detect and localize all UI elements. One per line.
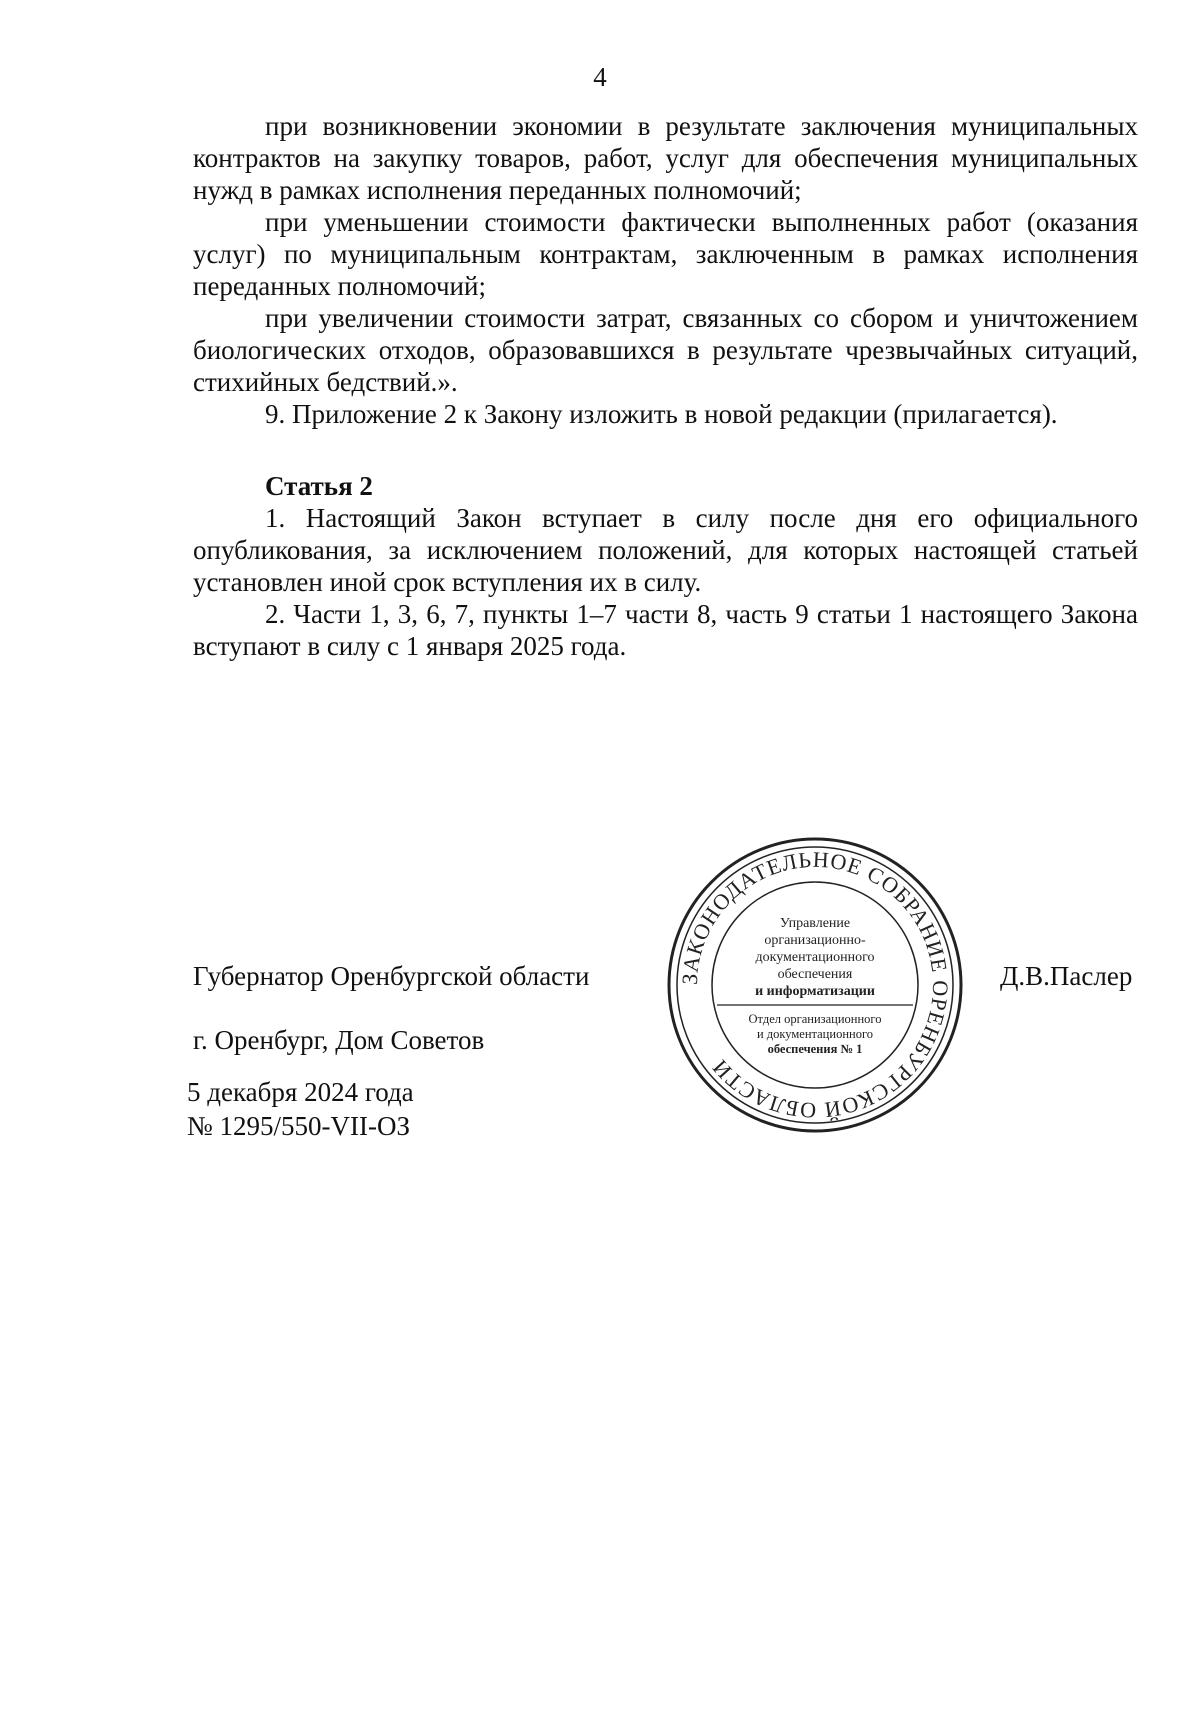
paragraph: при увеличении стоимости затрат, связанных со сбором и уничтожением биологических отходов, образовавшихся в результате чрезвычайных ситуаций, стихийных бедствий.». (193, 303, 1138, 397)
article-text-block (193, 502, 1138, 662)
svg-text:Управление: Управление (779, 916, 851, 931)
stamp-center-text (755, 916, 875, 999)
paragraph: при уменьшении стоимости фактически выполненных работ (оказания услуг) по муниципальным контрактам, заключенным в рамках исполнения переданных полномочий; (193, 207, 1138, 301)
svg-text:обеспечения: обеспечения (777, 967, 853, 982)
svg-text:документационного: документационного (755, 950, 875, 965)
page-number: 4 (593, 62, 607, 92)
signing-place: г. Оренбург, Дом Советов (193, 1025, 485, 1055)
law-number: № 1295/550-VII-ОЗ (187, 1111, 411, 1141)
official-stamp (665, 835, 965, 1135)
svg-text:Отдел организационного: Отдел организационного (748, 1012, 882, 1026)
svg-text:и информатизации: и информатизации (755, 984, 875, 999)
signing-date: 5 декабря 2024 года (187, 1077, 414, 1107)
stamp-ring-text: ЗАКОНОДАТЕЛЬНОЕ СОБРАНИЕ ОРЕНБУРГСКОЙ ОБЛАСТИ (676, 846, 954, 1124)
svg-text:и документационного: и документационного (756, 1027, 874, 1041)
governor-title: Губернатор Оренбургской области (193, 961, 590, 991)
article-heading: Статья 2 (265, 471, 373, 501)
stamp-bottom-text (749, 1012, 882, 1056)
governor-name: Д.В.Паслер (1000, 961, 1133, 991)
svg-text:организационно-: организационно- (764, 933, 866, 948)
svg-text:обеспечения № 1: обеспечения № 1 (767, 1042, 863, 1056)
paragraph: 2. Части 1, 3, 6, 7, пункты 1–7 части 8, часть 9 статьи 1 настоящего Закона вступают в силу с 1 января 2025 года. (193, 599, 1138, 661)
law-text-block (193, 110, 1138, 430)
paragraph: 1. Настоящий Закон вступает в силу после дня его официального опубликования, за исключением положений, для которых настоящей статьей установлен иной срок вступления их в силу. (193, 503, 1138, 597)
paragraph: при возникновении экономии в результате заключения муниципальных контрактов на закупку товаров, работ, услуг для обеспечения муниципальных нужд в рамках исполнения переданных полномочий; (193, 111, 1138, 205)
paragraph: 9. Приложение 2 к Закону изложить в новой редакции (прилагается). (265, 399, 1058, 429)
